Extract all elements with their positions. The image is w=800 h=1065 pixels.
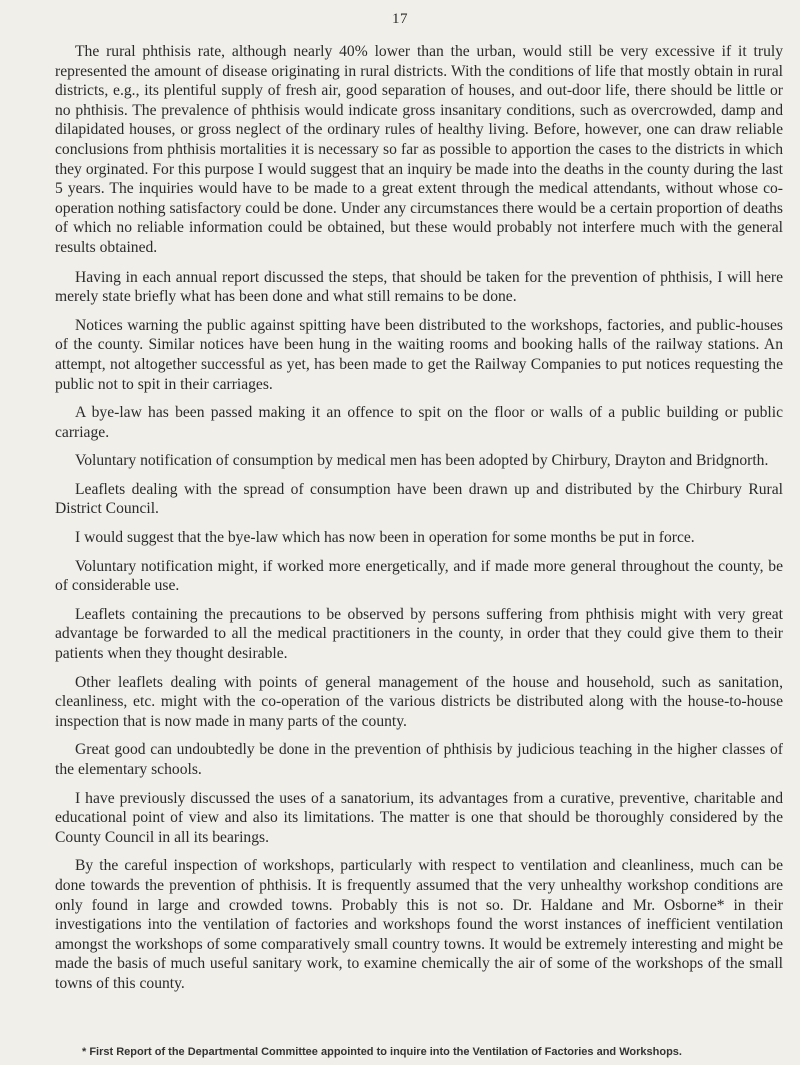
paragraph: Great good can undoubtedly be done in the prevention of phthisis by judicious teaching in the higher classes of the elementary schools.	[55, 741, 783, 778]
paragraph: Voluntary notification might, if worked more energetically, and if made more general throughout the county, be of considerable use.	[55, 557, 783, 595]
paragraph: Voluntary notification of consumption by medical men has been adopted by Chirbury, Drayton and Bridgnorth.	[75, 452, 769, 470]
paragraph: Notices warning the public against spitting have been distributed to the workshops, factories, and public-houses of the county. Similar notices have been hung in the waiting rooms and booking halls of the railway stations. An attempt, not altogether successful as yet, has been made to get the Railway Companies to put notices requesting the public not to spit in their carriages.	[55, 316, 783, 393]
paragraph: I would suggest that the bye-law which has now been in operation for some months be put in force.	[75, 529, 695, 547]
paragraph: I have previously discussed the uses of a sanatorium, its advantages from a curative, preventive, charitable and educational point of view and also its limitations. The matter is one that should be thoroughly considered by the County Council in all its bearings.	[55, 789, 783, 846]
footnote: * First Report of the Departmental Committee appointed to inquire into the Ventilation of Factories and Workshops.	[82, 1046, 682, 1058]
paragraph: The rural phthisis rate, although nearly 40% lower than the urban, would still be very excessive if it truly represented the amount of disease originating in rural districts. With the conditions of life that mostly obtain in rural districts, e.g., its plentiful supply of fresh air, good separation of houses, and out-door life, there should be little or no phthisis. The prevalence of phthisis would indicate gross insanitary conditions, such as overcrowded, damp and dilapidated houses, or gross neglect of the ordinary rules of healthy living. Before, however, one can draw reliable conclusions from phthisis mortalities it is necessary so far as possible to apportion the cases to the districts in which they orginated. For this purpose I would suggest that an inquiry be made into the deaths in the county during the last 5 years. The inquiries would have to be made to a great extent through the medical attendants, without whose co-operation nothing satisfactory could be done. Under any circumstances there would be a certain proportion of deaths of which no reliable information could be obtained, but these would probably not interfere much with the general results obtained.	[55, 43, 783, 256]
paragraph: Leaflets dealing with the spread of consumption have been drawn up and distributed by the Chirbury Rural District Council.	[55, 480, 783, 518]
paragraph: Other leaflets dealing with points of general management of the house and household, such as sanitation, cleanliness, etc. might with the co-operation of the various districts be distributed along with the house-to-house inspection that is now made in many parts of the county.	[55, 673, 783, 730]
paragraph: By the careful inspection of workshops, particularly with respect to ventilation and cleanliness, much can be done towards the prevention of phthisis. It is frequently assumed that the very unhealthy workshop conditions are only found in large and crowded towns. Probably this is not so. Dr. Haldane and Mr. Osborne* in their investigations into the ventilation of factories and workshops found the worst instances of inefficient ventilation amongst the workshops of some comparatively small country towns. It would be extremely interesting and might be made the basis of much useful sanitary work, to examine chemically the air of some of the workshops of the small towns of this county.	[55, 857, 783, 992]
paragraph: A bye-law has been passed making it an offence to spit on the floor or walls of a public building or public carriage.	[55, 404, 783, 441]
body-text	[55, 42, 783, 1003]
paragraph: Having in each annual report discussed the steps, that should be taken for the prevention of phthisis, I will here merely state briefly what has been done and what still remains to be done.	[55, 268, 783, 306]
paragraph: Leaflets containing the precautions to be observed by persons suffering from phthisis might with very great advantage be forwarded to all the medical practitioners in the county, in order that they could give them to their patients when they thought desirable.	[55, 605, 783, 663]
page-number: 17	[392, 11, 408, 27]
